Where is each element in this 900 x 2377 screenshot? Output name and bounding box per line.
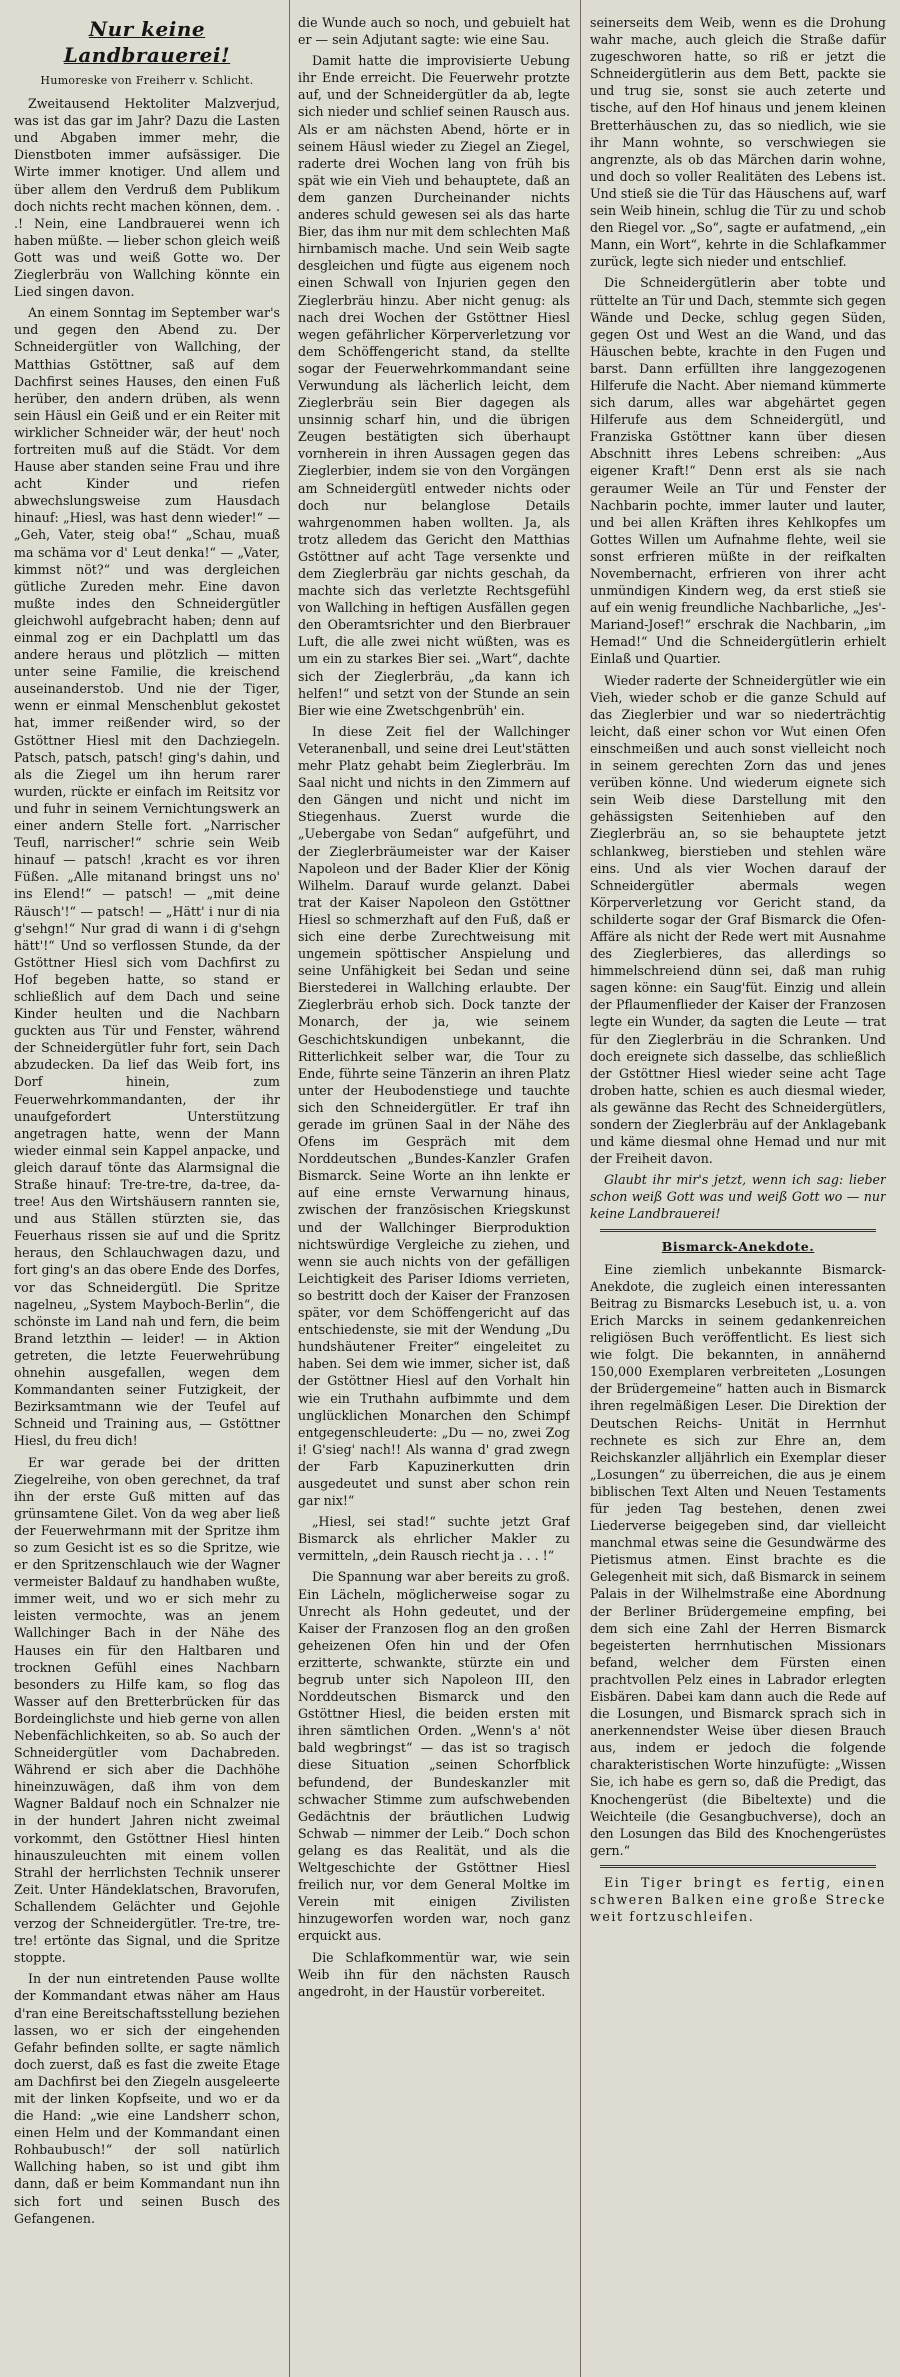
paragraph: Die Schlafkommentür war, wie sein Weib ihn für den nächsten Rausch angedroht, in der Haustür vorbereitet. [298, 1949, 570, 1999]
section-divider [600, 1865, 876, 1868]
paragraph: Wieder raderte der Schneidergütler wie ein Vieh, wieder schob er die ganze Schuld auf das Zieglerbier und war so niederträchtig leicht, daß einer schon vor Wut einen Ofen einschmeißen und auch sonst vielleicht noch in seinem gerechten Zorn das und jenes verüben könne. Und wiederum eignete sich sein Weib diese Darstellung mit den gehässigsten Seitenhieben auf den Zieglerbräu an, so sie behauptete jetzt schlankweg, bierstieben und stehlen wäre eins. Und als vier Wochen darauf der Schneidergütler abermals wegen Körperverletzung vor Gericht stand, da schilderte sogar der Graf Bismarck die Ofen-Affäre als nicht der Rede wert mit Ausnahme des Zieglerbieres, das allerdings so himmelschreiend dünn sei, daß man ruhig sagen könne: ein Saug'füt. Einzig und allein der Pflaumenflieder der Kaiser der Franzosen legte ein Wunder, da sagten die Leute — trat für den Zieglerbräu in die Schranken. Und doch ereignete sich dasselbe, das schließlich der Gstöttner Hiesl wieder seine acht Tage droben hatte, schien es auch diesmal wieder, als gewänne das Recht des Schneidergütlers, sondern der Zieglerbräu auf der Anklagebank und käme diesmal ohne Hemad und nur mit der Freiheit davon. [590, 672, 886, 1167]
paragraph: seinerseits dem Weib, wenn es die Drohung wahr mache, auch gleich die Straße dafür zugeschworen hatte, so riß er jetzt die Schneidergütlerin aus dem Bett, packte sie und trug sie, sonst sie auch zeterte und tische, auf den Hof hinaus und jenem kleinen Bretterhäuschen zu, das so niedlich, wie sie ihr Mann wohnte, so verschwiegen sie angrenzte, als ob das Märchen darin wohne, und doch so voller Realitäten des Lebens ist. Und stieß sie die Tür das Häuschens auf, warf sein Weib hinein, schlug die Tür zu und schob den Riegel vor. „So“, sagte er aufatmend, „ein Mann, ein Wort“, kehrte in die Schlafkammer zurück, legte sich nieder und entschlief. [590, 15, 886, 270]
paragraph: Zweitausend Hektoliter Malzverjud, was ist das gar im Jahr? Dazu die Lasten und Abgaben immer mehr, die Dienstboten immer aufsässiger. Die Wirte immer knotiger. Und allem und über allem den Verdruß dem Publikum doch nichts recht machen können, dem. . .! Nein, eine Landbrauerei wenn ich haben müßte. — lieber schon gleich weiß Gott was und weiß Gotte wo. Der Zieglerbräu von Wallching könnte ein Lied singen davon. [14, 96, 280, 300]
paragraph: In diese Zeit fiel der Wallchinger Veteranenball, und seine drei Leut'stätten mehr Platz gehabt beim Zieglerbräu. Im Saal nicht und nichts in den Zimmern auf den Gängen und nicht und nicht im Stiegenhaus. Zuerst wurde die „Uebergabe von Sedan“ aufgeführt, und der Zieglerbräumeister war der Kaiser Napoleon und der Bader Klier der König Wilhelm. Darauf wurde gelanzt. Dabei trat der Kaiser Napoleon den Gstöttner Hiesl so schmerzhaft auf den Fuß, daß er sich eine derbe Zurechtweisung mit ungemein spöttischer Anspielung und seine Unfähigkeit bei Sedan und seine Bierstederei in Wallching erlaubte. Der Zieglerbräu erhob sich. Dock tanzte der Monarch, der ja, wie seinem Geschichtskundigen unbekannt, die Ritterlichkeit selber war, die Tour zu Ende, führte seine Tänzerin an ihren Platz unter der Heubodenstiege und tauchte sich den Schneidergütler. Er traf ihn gerade im grünen Saal in der Nähe des Ofens im Gespräch mit dem Norddeutschen „Bundes-Kanzler Grafen Bismarck. Seine Worte an ihn lenkte er auf eine ernste Verwarnung hinaus, zwischen der französischen Kriegskunst und der Wallchinger Bierproduktion nichtswürdige Vergleiche zu ziehen, und wenn sie auch nichts von der gefälligen Leichtigkeit des Pariser Idioms verrieten, so bestritt doch der Kaiser der Franzosen später, vor dem Schöffengericht auf das entschiedenste, sie mit der Wendung „Du hundshäutener Freiter“ eingeleitet zu haben. Sei dem wie immer, sicher ist, daß der Gstöttner Hiesl auf den Vorhalt hin wie ein Truthahn aufbimmte und dem unglücklichen Monarchen den Schimpf entgegenschleuderte: „Du — no, zwei Zog i! G'sieg' nach!! Als wanna d' grad zwegn der Farb Kapuzinerkutten drin ausgedeutet und sunst aber schon rein gar nix!“ [298, 723, 570, 1509]
column-3 [590, 14, 886, 2371]
paragraph: Er war gerade bei der dritten Ziegelreihe, von oben gerechnet, da traf ihn der erste Guß mitten auf das grünsamtene Gilet. Von da weg aber ließ der Feuerwehrmann mit der Spritze ihm so zum Gesicht ist es so die Spritze, wie er den Spritzenschlauch wie der Wagner vermeister Baldauf zu handhaben wußte, immer weit, und wo er sich mehr zu leisten vermochte, was an jenem Wallchinger Bach in der Nähe des Hauses ein für den Haltbaren und trocknen Gefühl eines Nachbarn besonders zu Hilfe kam, so flog das Wasser auf den Bretterbrücken für das Bordeinglichste und hieb gerne von allen Nebenfächlichkeiten, so ab. So auch der Schneidergütler vom Dachabreden. Während er sich aber die Dachhöhe hineinzuwägen, daß ihm von dem Wagner Baldauf noch ein Schnalzer nie in der hundert Jahren nicht zweimal vorkommt, den Gstöttner Hiesl hinten hinauszuleuchten mit einem vollen Strahl der herrlichsten Technik unserer Zeit. Unter Händeklatschen, Bravorufen, Schallendem Gelächter und Gejohle verzog der Schneidergütler. Tre-tre, tre-tre! ertönte das Signal, und die Spritze stoppte. [14, 1454, 280, 1966]
closing-paragraph: Glaubt ihr mir's jetzt, wenn ich sag: lieber schon weiß Gott was und weiß Gott wo — nur keine Landbrauerei! [590, 1172, 886, 1222]
paragraph: Eine ziemlich unbekannte Bismarck-Anekdote, die zugleich einen interessanten Beitrag zu Bismarcks Lesebuch ist, u. a. von Erich Marcks in seinem gedankenreichen religiösen Buch veröffentlicht. Es liest sich wie folgt. Die bekannten, in annähernd 150,000 Exemplaren verbreiteten „Losungen der Brüdergemeine“ hatten auch in Bismarck ihren regelmäßigen Leser. Die Direktion der Deutschen Reichs- Unität in Herrnhut rechnete es sich zur Ehre an, dem Reichskanzler alljährlich ein Exemplar dieser „Losungen“ zu überreichen, die aus je einem biblischen Text Alten und Neuen Testaments für jeden Tag bestehen, denen zwei Liederverse beigegeben sind, dar vielleicht manchmal etwas seine die Gesundwärme des Pietismus atmen. Einst brachte es die Gelegenheit mit sich, daß Bismarck in seinem Palais in der Wilhelmstraße eine Abordnung der Berliner Brüdergemeine empfing, bei dem sich eine Zahl der Herren Bismarck begeisterten herrnhutischen Missionars befand, welcher dem Fürsten einen prachtvollen Pelz eines in Labrador erlegten Eisbären. Dabei kam dann auch die Rede auf die Losungen, und Bismarck sprach sich in anerkennendster Weise über diesen Brauch aus, indem er jedoch die folgende charakteristischen Worte hinzufügte: „Wissen Sie, ich habe es gern so, daß die Predigt, das Knochengerüst (die Bibeltexte) und die Weichteile (die Gesangbuchverse), doch an den Losungen das Bild des Knochengerüstes gern.“ [590, 1261, 886, 1858]
section-divider [600, 1229, 876, 1232]
footer-note: Ein Tiger bringt es fertig, einen schweren Balken eine große Strecke weit fortzuschleifen. [590, 1874, 886, 1925]
second-headline: Bismarck-Anekdote. [661, 1238, 815, 1254]
paragraph: Die Schneidergütlerin aber tobte und rüttelte an Tür und Dach, stemmte sich gegen Wände und Decke, schlug gegen Süden, gegen Ost und West an die Wand, und das Häuschen bebte, krachte in den Fugen und barst. Dann erfüllten ihre langgezogenen Hilferufe die Nacht. Aber niemand kümmerte sich darum, alles war abgehärtet gegen Hilferufe aus dem Schneidergütl, und Franziska Gstöttner kann über diesen Abschnitt ihres Lebens schreiben: „Aus eigener Kraft!“ Denn erst als sie nach geraumer Weile an Tür und Fenster der Nachbarin pochte, immer lauter und lauter, und bei allen Kräften ihres Kehlkopfes um Gottes Willen um Aufnahme flehte, weil sie sonst erfrieren müßte in der reifkalten Novembernacht, erfrieren von ihrer acht unmündigen Kindern weg, da erst stieß sie auf ein wenig freundliche Nachbarliche, „Jes'-Mariand-Josef!“ erschrak die Nachbarin, „im Hemad!“ Und die Schneidergütlerin erhielt Einlaß und Quartier. [590, 275, 886, 667]
article-headline: Nur keine Landbrauerei! [63, 17, 231, 67]
paragraph: In der nun eintretenden Pause wollte der Kommandant etwas näher am Haus d'ran eine Bereitschaftsstellung beziehen lassen, wo er sich der eingehenden Gefahr befinden sollte, er sagte nämlich doch zuerst, daß es fast die zweite Etage am Dachfirst bei den Ziegeln ausgeleerte mit der linken Kopfseite, und wo er da die Hand: „wie eine Landsherr schon, einen Helm und der Kommandant einen Rohbaubusch!“ der soll natürlich Wallching haben, so ist und gibt ihm dann, daß er beim Kommandant nun ihn sich fort und seinen Busch des Gefangenen. [14, 1971, 280, 2226]
column-1 [14, 14, 280, 2371]
column-2 [298, 14, 570, 2371]
article-byline: Humoreske von Freiherr v. Schlicht. [40, 74, 254, 87]
paragraph: Damit hatte die improvisierte Uebung ihr Ende erreicht. Die Feuerwehr protzte auf, und der Schneidergütler da ab, legte sich nieder und schlief seinen Rausch aus. Als er am nächsten Abend, hörte er in seinem Häusl wieder zu Ziegel an Ziegel, raderte drei Wochen lang von früh bis spät wie ein Vieh und behauptete, daß an dem ganzen Durcheinander nichts anderes schuld gewesen sei als das harte Bier, das ihm nur mit dem schlechten Maß hirnbamisch mache. Und sein Weib sagte desgleichen und fügte aus eigenem noch einen Schwall von Injurien gegen den Zieglerbräu hinzu. Aber nicht genug: als nach drei Wochen der Gstöttner Hiesl wegen gefährlicher Körperverletzung vor dem Schöffengericht stand, da stellte sogar der Feuerwehrkommandant seine Verwundung als lächerlich leicht, dem Zieglerbräu sein Bier dagegen als unsinnig scharf hin, und die übrigen Zeugen bestätigten sich überhaupt vornherein in ihren Aussagen gegen das Zieglerbier, indem sie von den Vorgängen am Schneidergütl entweder nichts oder doch nur belanglose Details wahrgenommen haben wollten. Ja, als trotz alledem das Gericht den Matthias Gstöttner auf acht Tage versenkte und dem Zieglerbräu gar nichts geschah, da machte sich das verletzte Rechtsgefühl von Wallching in heftigen Ausfällen gegen den Oberamtsrichter und den Bierbrauer Luft, die alle zwei nicht wüßten, was es um ein zu starkes Bier sei. „Wart“, dachte sich der Zieglerbräu, „da kann ich helfen!“ und setzt von der Stunde an sein Bier wie eine Zwetschgenbrüh' ein. [298, 53, 570, 718]
paragraph: An einem Sonntag im September war's und gegen den Abend zu. Der Schneidergütler von Wallching, der Matthias Gstöttner, saß auf dem Dachfirst seines Hauses, den einen Fuß herüber, den andern drüben, als wenn sein Häusl ein Geiß und er ein Reiter mit wirklicher Schneider wär, der heut' noch fortreiten muß auf die Städt. Vor dem Hause aber standen seine Frau und ihre acht Kinder und riefen abwechslungsweise zum Hausdach hinauf: „Hiesl, was hast denn wieder!“ — „Geh, Vater, steig oba!“ „Schau, muaß ma schäma vor d' Leut denka!“ — „Vater, kimmst nöt?“ und was dergleichen gütliche Zureden mehr. Eine davon mußte indes den Schneidergütler gleichwohl aufgebracht haben; denn auf einmal zog er ein Dachplattl um das andere heraus und plötzlich — mitten unter seine Familie, die kreischend auseinanderstob. Und nie der Tiger, wenn er einmal Menschenblut gekostet hat, immer reißender wird, so der Gstöttner Hiesl mit den Dachziegeln. Patsch, patsch, patsch! ging's dahin, und als die Ziegel um ihn herum rarer wurden, rückte er einfach im Reitsitz vor und fuhr in seinem Vernichtungswerk an einer andern Stelle fort. „Narrischer Teufl, narrischer!“ schrie sein Weib hinauf — patsch! ‚kracht es vor ihren Füßen. „Alle mitanand bringst uns no' ins Elend!“ — patsch! — „mit deine Räusch'!“ — patsch! — „Hätt' i nur di nia g'sehgn!“ Nur grad di wann i di g'sehgn hätt'!“ Und so verflossen Stunde, da der Gstöttner Hiesl sich vom Dachfirst zu Hof begeben hatte, so stand er schließlich auf dem Dach und seine Kinder heulten und die Nachbarn guckten aus Tür und Fenster, während der Schneidergütler fuhr fort, sein Dach abzudecken. Da lief das Weib fort, ins Dorf hinein, zum Feuerwehrkommandanten, der ihr unaufgefordert Unterstützung angetragen hatte, wenn der Mann wieder einmal sein Kappel anpacke, und gleich darauf tönte das Alarmsignal die Straße hinauf: Tre-tre-tre, da-tree, da-tree! Aus den Wirtshäusern rannten sie, und aus Ställen stürzten sie, das Feuerhaus rissen sie auf und die Spritz heraus, den Schlauchwagen dazu, und fort ging's an das obere Ende des Dorfes, vor das Schneidergütl. Die Spritze nagelneu, „System Mayboch-Berlin“, die schönste im Land nah und fern, die beim Brand letzthin — leider! — in Aktion getreten, die letzte Feuerwehrübung ohnehin ausgefallen, wegen dem Kommandanten seiner Futzigkeit, der Bezirksamtmann wie der Teufel auf Schneid und Training aus, — Gstöttner Hiesl, du freu dich! [14, 305, 280, 1449]
column-rule [289, 0, 290, 2377]
paragraph: Die Spannung war aber bereits zu groß. Ein Lächeln, möglicherweise sogar zu Unrecht als Hohn gedeutet, und der Kaiser der Franzosen flog an den großen geheizenen Ofen hin und der Ofen erzitterte, schwankte, stürzte ein und begrub unter sich Napoleon III, den Norddeutschen Bismarck und den Gstöttner Hiesl, die beiden ersten mit ihren sämtlichen Orden. „Wenn's a' nöt bald wegbringst“ — das ist so tragisch diese Situation „seinen Schorfblick befundend, der Bundeskanzler mit schwacher Stimme zum aufschwebenden Gedächtnis der bräutlichen Ludwig Schwab — nimmer der Leib.“ Doch schon gelang es das Realität, und als die Weltgeschichte der Gstöttner Hiesl freilich nur, vor dem General Moltke im Verein mit einigen Zivilisten hinzugeworfen worden war, noch ganz erquickt aus. [298, 1569, 570, 1944]
paragraph: die Wunde auch so noch, und gebuielt hat er — sein Adjutant sagte: wie eine Sau. [298, 15, 570, 48]
paragraph: „Hiesl, sei stad!“ suchte jetzt Graf Bismarck als ehrlicher Makler zu vermitteln, „dein Rausch riecht ja . . . !“ [298, 1514, 570, 1564]
column-rule [580, 0, 581, 2377]
